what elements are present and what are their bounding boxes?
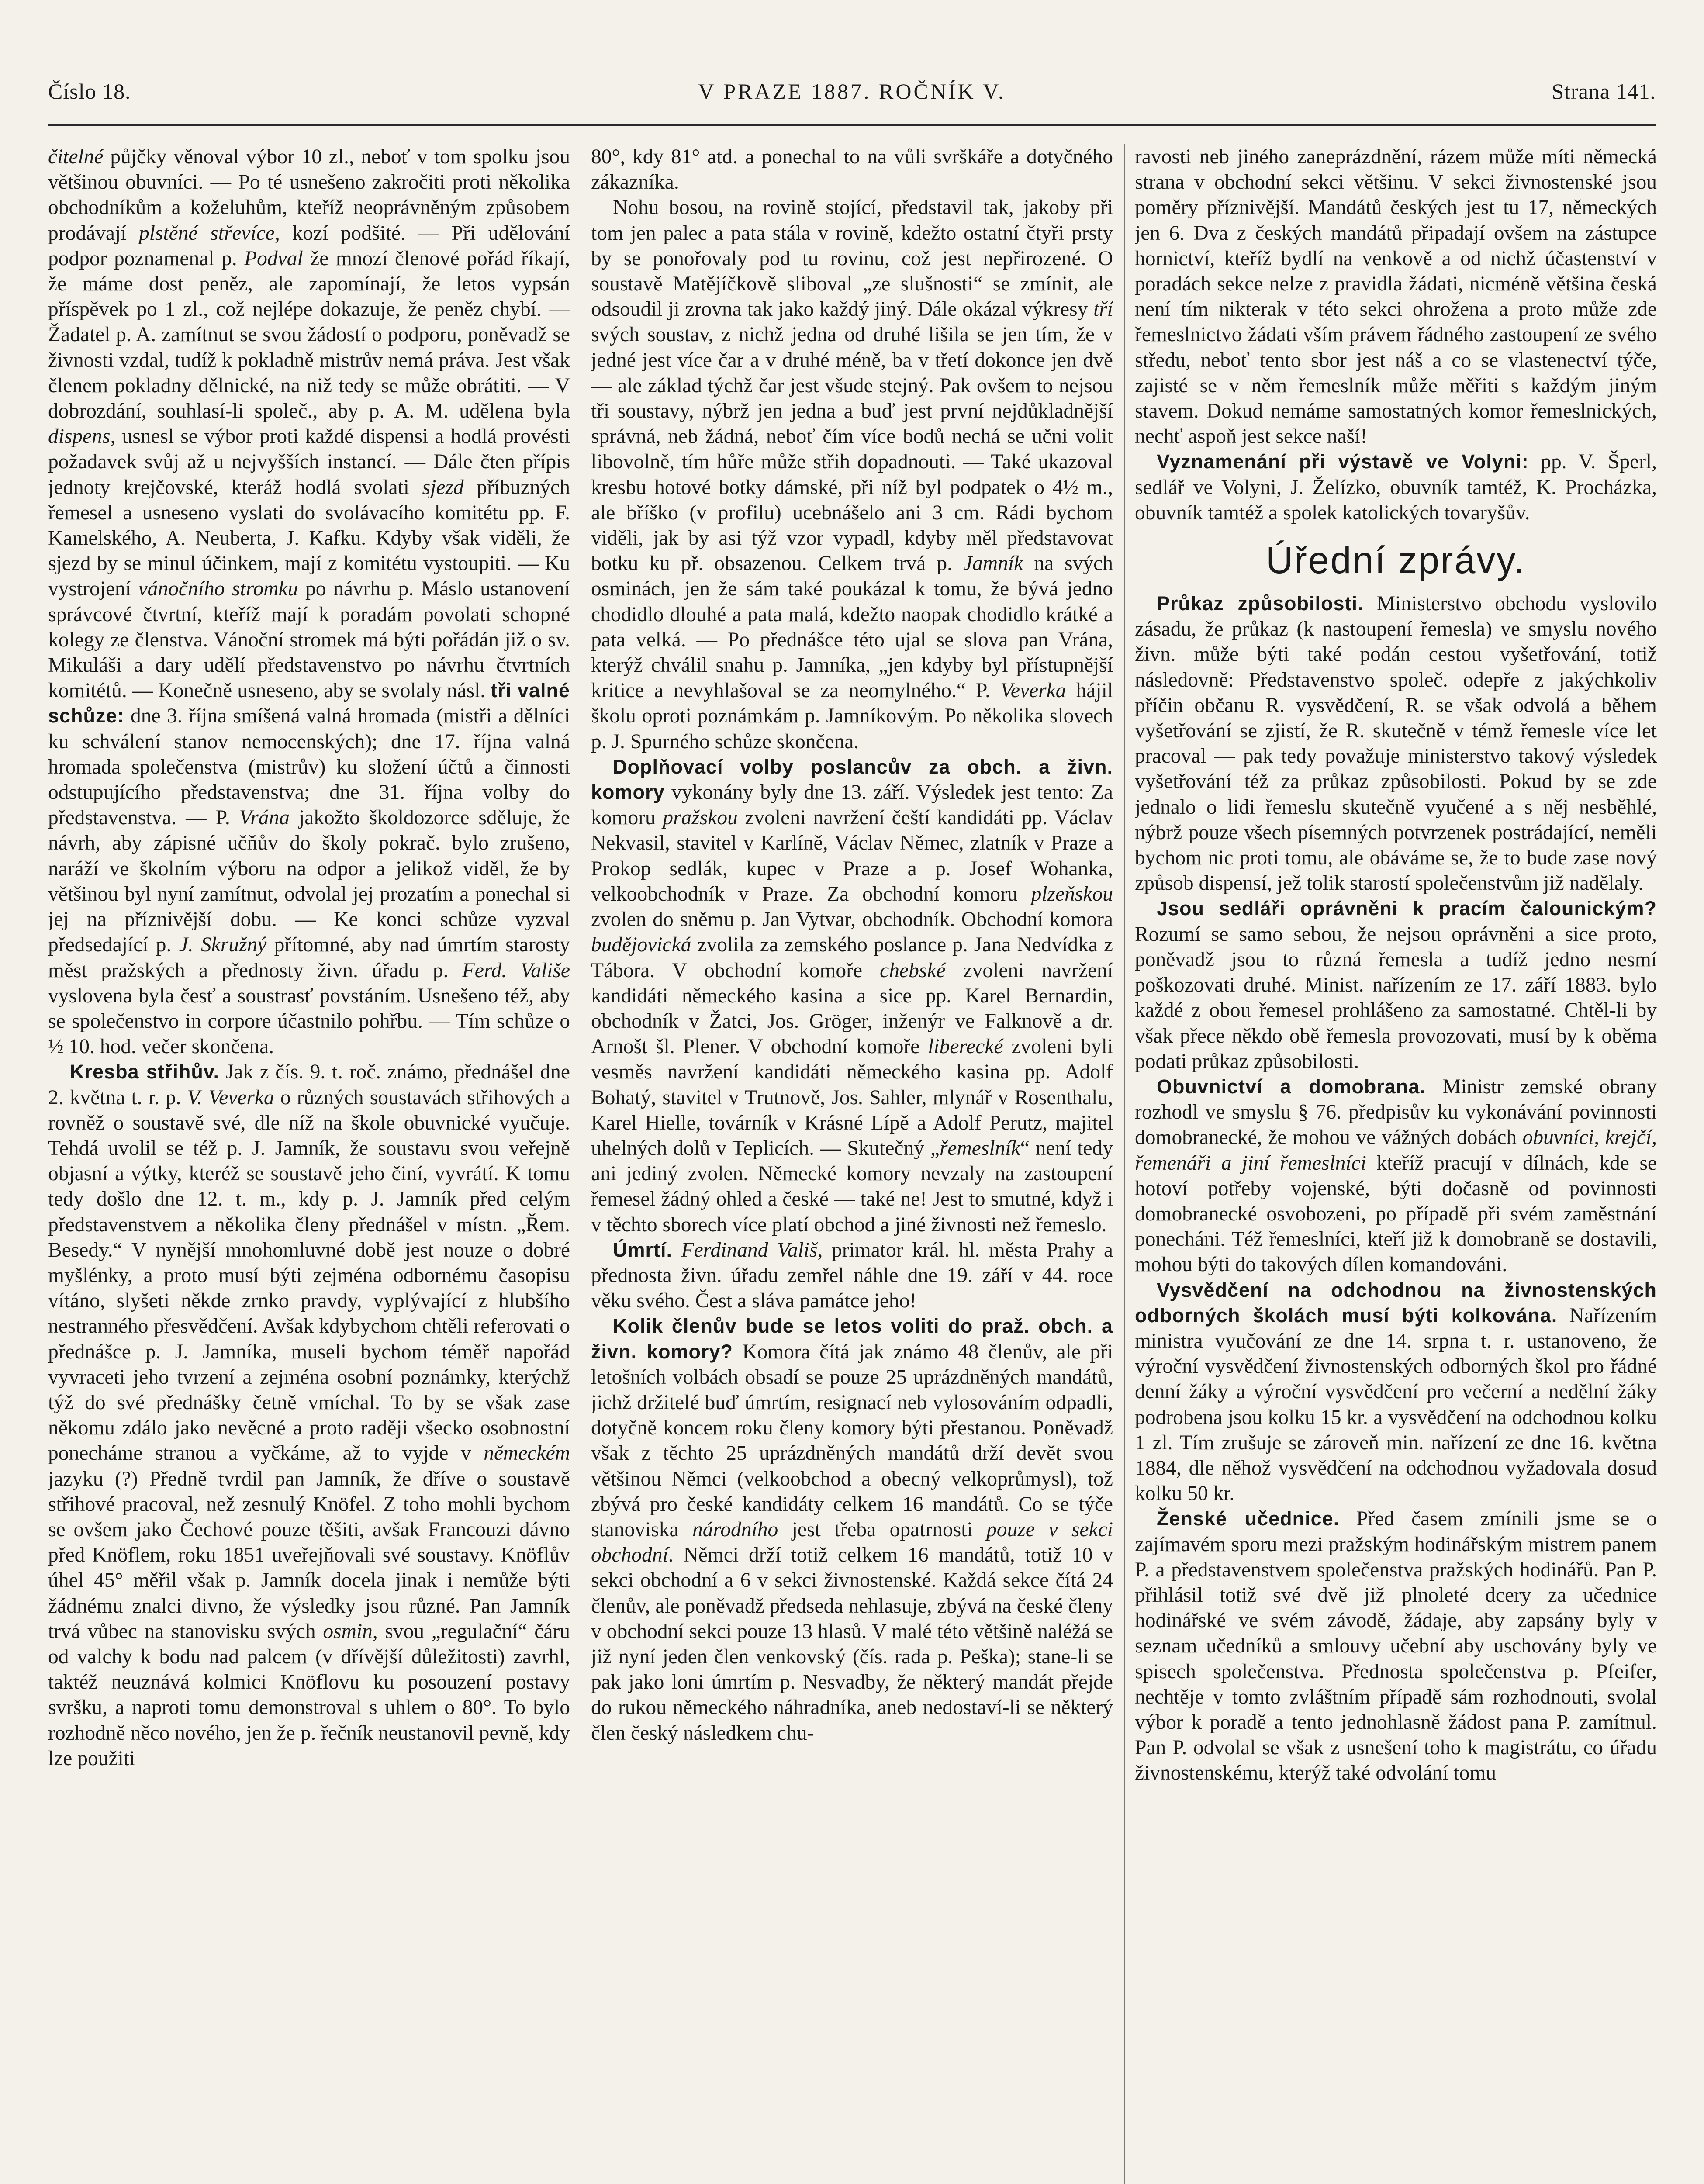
emphasis-text: plzeňskou bbox=[1031, 882, 1113, 905]
paragraph-heading: Kolik členův bude se letos voliti do praž. obch. a živn. komory? bbox=[591, 1315, 1113, 1363]
paragraph-heading: Kresba střihův. bbox=[70, 1061, 220, 1083]
paragraph-heading: Průkaz způsobilosti. bbox=[1157, 592, 1364, 615]
paragraph-heading: tři valné schůze: bbox=[48, 679, 570, 727]
article-prukaz-zpusobilosti: Průkaz způsobilosti. Ministerstvo obchodu vyslovilo zásadu, že průkaz (k nastoupení řemesla) ve smyslu nového živn. může býti také podán cestou vyšetřování, totiž následovně: Představenstvo společ. odepře z jakýchkoliv příčin občanu R. vysvědčení, R. se však odvolá a během vyšetřování se zjistí, že R. skutečně v témž řemesle více let pracoval — pak tedy považuje ministerstvo takový výsledek vyšetřování též za průkaz způsobilosti. Pokud by se zde jednalo o lidi řemeslu skutečně vyučené a s něj nesběhlé, nýbrž pouze všech písemných potvrzenek postrádající, neměli bychom nic proti tomu, ale obáváme se, že to bude zase nový způsob dispensí, jež tolik starostí společenstvům již nadělaly. bbox=[1135, 592, 1657, 895]
emphasis-text: Ferdinand Vališ bbox=[681, 1238, 818, 1261]
emphasis-text: tří bbox=[1093, 298, 1113, 321]
emphasis-text: V. Veverka bbox=[187, 1086, 274, 1109]
emphasis-text: osmin bbox=[323, 1620, 373, 1643]
page-header bbox=[48, 79, 1656, 114]
emphasis-text: čitelné bbox=[48, 145, 104, 168]
emphasis-text: J. Skružný bbox=[179, 933, 267, 957]
article-sedlari: Jsou sedláři oprávněni k pracím čalounickým? Rozumí se samo sebou, že nejsou oprávněni a sice proto, poněvadž jsou to různá řemesla a tudíž jedno nesmí poškozovati druhé. Minist. nařízením ze 17. září 1883. bylo každé z obou řemesel prohlášeno za samostatné. Chtěl-li by však přece někdo obě řemesla provozovati, musí by k oběma podati průkaz způsobilosti. bbox=[1135, 897, 1657, 1073]
article-paragraph: ravosti neb jiného zaneprázdnění, rázem může míti německá strana v obchodní sekci většinu. V sekci živnostenské jsou poměry příznivější. Mandátů českých jest tu 17, německých jen 6. Dva z českých mandátů připadají ovšem na zástupce hornictví, kteříž bydlí na venkově a od nichž účastenství v poradách sekce nelze z pravidla žádati, nicméně většina česká není tím nikterak v této sekci ohrožena a proto může zde řemeslnictvo žádati vším právem řádného zastoupení ze svého středu, neboť tento sbor jest náš a co se vlastenectví týče, zajisté se v něm řemeslník může měřiti s každým jiným stavem. Dokud nemáme samostatných komor řemeslnických, nechť aspoň jest sekce naší! bbox=[1135, 145, 1657, 448]
emphasis-text: sjezd bbox=[422, 476, 464, 499]
emphasis-text: řemeslník bbox=[939, 1137, 1020, 1160]
emphasis-text: obuvníci, krejčí, řemenáři a jiní řemeslníci bbox=[1135, 1126, 1657, 1175]
emphasis-text: německém bbox=[484, 1442, 570, 1465]
column-divider bbox=[1124, 144, 1125, 2184]
paragraph-heading: Doplňovací volby poslancův za obch. a živn. komory bbox=[591, 755, 1113, 804]
article-vysvedceni: Vysvědčení na odchodnou na živnostenských odborných školách musí býti kolkována. Nařízením ministra vyučování ze dne 14. srpna t. r. ustanoveno, že výroční vysvědčení živnostenských odborných škol pro řádné denní žáky a výroční vysvědčení pro večerní a nedělní žáky podrobena jsou kolku 15 kr. a vysvědčení na odchodnou kolku 1 zl. Tím zrušuje se zároveň min. nařízení ze dne 16. května 1884, dle něhož vysvědčení na odchodnou vyžadovala dosud kolku 50 kr. bbox=[1135, 1279, 1657, 1505]
article-vyznamenani: Vyznamenání při výstavě ve Volyni: pp. V. Šperl, sedlář ve Volyni, J. Želízko, obuvník tamtéž, K. Procházka, obuvník tamtéž a spolek katolických tovaryšův. bbox=[1135, 450, 1657, 524]
emphasis-text: budějovická bbox=[591, 933, 691, 957]
emphasis-text: Veverka bbox=[1000, 679, 1066, 702]
header-rule bbox=[48, 124, 1656, 129]
article-umrti: Úmrtí. Ferdinand Vališ, primator král. hl. města Prahy a přednosta živn. úřadu zemřel náhle dne 19. září v 44. roce věku svého. Čest a sláva památce jeho! bbox=[591, 1238, 1113, 1313]
emphasis-text: pouze v sekci obchodní bbox=[591, 1518, 1113, 1567]
paragraph-heading: Vyznamenání při výstavě ve Volyni: bbox=[1157, 450, 1529, 473]
emphasis-text: pražskou bbox=[663, 806, 738, 829]
page-number: Strana 141. bbox=[1552, 79, 1656, 104]
article-kresba-strihuv: Kresba střihův. Jak z čís. 9. t. roč. známo, přednášel dne 2. května t. r. p. V. Veverka o různých soustavách střihových a rovněž o soustavě své, dle níž na škole obuvnické vyučuje. Tehdá uvolil se též p. J. Jamník, že soustavu svou veřejně objasní a výtky, kteréž se soustavě jeho činí, vyvrátí. K tomu tedy došlo dne 12. t. m., kdy p. J. Jamník před celým představenstvem a několika členy přednášel v místn. „Řem. Besedy.“ V nynější mnohomluvné době jest nouze o dobré myšlénky, a proto musí býti zejména odbornému časopisu vítáno, slyšeti někde zrnko pravdy, vyplývající z hlubšího nestranného přesvědčení. Avšak kdybychom chtěli referovati o přednášce p. J. Jamníka, museli bychom téměř napořád vyvraceti jeho tvrzení a zejména osobní poznámky, kterýchž týž do své přednášky četně vmíchal. To by se však zase někomu zdálo jako nevěcné a proto raději všecko osobnostní ponecháme stranou a vyčkáme, až to vyjde v německém jazyku (?) Předně tvrdil pan Jamník, že dříve o soustavě střihové pracoval, než zesnulý Knöfel. Z toho mohli bychom se ovšem jako Čechové pouze těšiti, avšak Francouzi dávno před Knöflem, roku 1851 uveřejňovali své soustavy. Knöflův úhel 45° měřil však p. Jamník docela jinak i nemůže býti žádnému znalci divno, že výsledky jsou různé. Pan Jamník trvá vůbec na stanovisku svých osmin, svou „regulační“ čáru od valchy k bodu nad palcem (v dřívější důležitosti) zavrhl, taktéž neuznává kolmici Knöflovu ku posouzení postavy svršku, a naproti tomu demonstroval s uhlem o 80°. To bylo rozhodně něco nového, jen že p. řečník neustanovil pevně, kdy lze použiti bbox=[48, 1061, 570, 1770]
article-paragraph: čitelné půjčky věnoval výbor 10 zl., neboť v tom spolku jsou většinou obuvníci. — Po té usnešeno zakročiti proti několika obchodníkům a koželuhům, kteříž neoprávněným způsobem prodávají plstěné střevíce, kozí podšité. — Při udělování podpor poznamenal p. Podval že mnozí členové pořád říkají, že máme dost peněz, ale zapomínají, že letos vypsán příspěvek po 1 zl., což nejlépe dokazuje, že peněz chybí. — Žadatel p. A. zamítnut se svou žádostí o podporu, poněvadž se živnosti vzdal, tudíž k pokladně mistrův nemá práva. Jest však členem pokladny dělnické, na niž tedy se může obrátiti. — V dobrozdání, souhlasí-li společ., aby p. A. M. udělena byla dispens, usnesl se výbor proti každé dispensi a hodlá provésti požadavek svůj až u nejvyšších instancí. — Dále čten přípis jednoty krejčovské, kteráž hodlá svolati sjezd příbuzných řemesel a usneseno vyslati do svolávacího komitétu pp. F. Kamelského, A. Neuberta, J. Kafku. Kdyby však viděli, že sjezd by se minul účinkem, mají z komitétu vystoupiti. — Ku vystrojení vánočního stromku po návrhu p. Máslo ustanovení správcové čtvrtní, kteříž mají k poradám povolati schopné kolegy ze členstva. Vánoční stromek má býti pořádán již o sv. Mikuláši a dary udělí představenstvo po návrhu čtvrtních komitétů. — Konečně usneseno, aby se svolaly násl. tři valné schůze: dne 3. října smíšená valná hromada (mistři a dělníci ku schválení stanov nemocenských); dne 17. října valná hromada společenstva (mistrův) ku složení účtů a činnosti odstupujícího představenstva; dne 31. října volby do představenstva. — P. Vrána jakožto školdozorce sděluje, že návrh, aby zápisné učňův do školy pokrač. bylo zrušeno, naráží ve školním výboru na odpor a jelikož viděl, že by většinou byl nyní zamítnut, odvolal jej prozatím a ponechal si jej na příznivější dobu. — Ke konci schůze vyzval předsedající p. J. Skružný přítomné, aby nad úmrtím starosty měst pražských a přednosty živn. úřadu p. Ferd. Vališe vyslovena byla česť a soustrasť povstáním. Usnešeno též, aby se společenstvo in corpore účastnilo pohřbu. — Tím schůze o ½ 10. hod. večer skončena. bbox=[48, 145, 570, 1058]
emphasis-text: liberecké bbox=[928, 1035, 1003, 1058]
article-kolik-clenuv: Kolik členův bude se letos voliti do praž. obch. a živn. komory? Komora čítá jak známo 48 členův, ale při letošních volbách obsadí se pouze 25 uprázdněných mandátů, jichž držitelé buď úmrtím, resignací neb vylosováním odpadli, dotyčně koncem roku členy komory býti přestanou. Poněvadž však z těchto 25 uprázdněných mandátů drží devět svou většinou Němci (velkoobchod a obecný velkoprůmysl), tož zbývá pro české kandidáty celkem 16 mandátů. Co se týče stanoviska národního jest třeba opatrnosti pouze v sekci obchodní. Němci drží totiž celkem 16 mandátů, totiž 10 v sekci obchodní a 6 v sekci živnostenské. Každá sekce čítá 24 členův, ale poněvadž předseda nehlasuje, zbývá na české členy v obchodní sekci pouze 13 hlasů. V malé této většině naléžá se již nyní jeden člen venkovský (čís. rada p. Peška); stane-li se pak jako loni úmrtím p. Nesvadby, že některý mandát přejde do rukou německého náhradníka, aneb nedostaví-li se některý člen český následkem chu- bbox=[591, 1315, 1113, 1745]
article-obuvnictvi-domobrana: Obuvnictví a domobrana. Ministr zemské obrany rozhodl ve smyslu § 76. předpisův ku vykonávání povinnosti domobranecké, že mohou ve vážných dobách obuvníci, krejčí, řemenáři a jiní řemeslníci kteříž pracují v dílnách, kde se hotoví potřeby vojenské, býti dočasně od povinnosti domobranecké osvobozeni, po případě při svém zaměstnání ponecháni. Též řemeslníci, kteří již k domobraně se dostavili, mohou býti do takových dílen komandováni. bbox=[1135, 1075, 1657, 1276]
paragraph-heading: Vysvědčení na odchodnou na živnostenských odborných školách musí býti kolkována. bbox=[1135, 1279, 1657, 1327]
article-doplnovaci-volby: Doplňovací volby poslancův za obch. a živn. komory vykonány byly dne 13. září. Výsledek jest tento: Za komoru pražskou zvoleni navržení čeští kandidáti pp. Václav Nekvasil, stavitel v Karlíně, Václav Němec, zlatník v Praze a Prokop sedlák, kupec v Praze a p. Josef Wohanka, velkoobchodník v Praze. Za obchodní komoru plzeňskou zvolen do sněmu p. Jan Vytvar, obchodník. Obchodní komora budějovická zvolila za zemského poslance p. Jana Nedvídka z Tábora. V obchodní komoře chebské zvoleni navržení kandidáti německého kasina a sice pp. Karel Bernardin, obchodník v Žatci, Jos. Gröger, inženýr ve Falknově a dr. Arnošt šl. Plener. V obchodní komoře liberecké zvoleni byli vesměs navržení kandidáti německého kasina pp. Adolf Bohatý, stavitel v Trutnově, Jos. Sahler, mlynář v Rosenthalu, Karel Hielle, továrník v Krásné Lípě a Adolf Perutz, majitel uhelných dolů v Teplicích. — Skutečný „řemeslník“ není tedy ani jediný zvolen. Německé komory nevzaly na zastoupení řemesel žádný ohled a české — také ne! Jest to smutné, když i v těchto sborech více platí obchod a jiné živnosti než řemeslo. bbox=[591, 755, 1113, 1236]
column-1 bbox=[48, 144, 570, 2184]
article-zenske-ucednice: Ženské učednice. Před časem zmínili jsme se o zajímavém sporu mezi pražským hodinářským mistrem panem P. a představenstvem společenstva pražských hodinářů. Pan P. přihlásil totiž své dvě již plnoleté dcery za učednice hodinářské ve svém závodě, žádaje, aby zapsány byly v seznam učedníků a smlouvy učební aby uschovány byly ve spisech společenstva. Přednosta společenstva p. Pfeifer, nechtěje v tomto zvláštním případě sám rozhodnouti, svolal výbor k poradě a tento jednohlasně žádost pana P. zamítnul. Pan P. odvolal se však z usnešení toho k magistrátu, co úřadu živnostenskému, kterýž také odvolání tomu bbox=[1135, 1507, 1657, 1785]
paragraph-heading: Obuvnictví a domobrana. bbox=[1157, 1075, 1426, 1098]
emphasis-text: Vrána bbox=[239, 806, 290, 829]
article-paragraph: Nohu bosou, na rovině stojící, představil tak, jakoby při tom jen palec a pata stála v rovině, kdežto ostatní čtyři prsty by se ponořovaly pod tu rovinu, což jest nepřirozené. O soustavě Matějíčkově sliboval „ze slušnosti“ se zmínit, ale odsoudil ji zrovna tak jako každý jiný. Dále okázal výkresy tří svých soustav, z nichž jedna od druhé lišila se jen tím, že v jedné jest více čar a v druhé méně, ba v třetí dokonce jen dvě — ale základ týchž čar jest všude stejný. Pak ovšem to nejsou tři soustavy, nýbrž jen jedna a buď jest první nejdůkladnější správná, neb žádná, neboť čím více bodů nechá se učni volit libovolně, tím hůře může střih dopadnouti. — Také ukazoval kresbu hotové botky dámské, při níž byl podpatek o 4½ m., ale bříško (v profilu) ucebnášelo ani 3 cm. Rádi bychom viděli, jak by asi týž vzor vypadl, kdyby měl představovat botku ku př. obsazenou. Celkem trvá p. Jamník na svých osminách, jen že sám také poukázal k tomu, že bývá jedno chodidlo dlouhé a pata malá, kdežto naopak chodidlo krátké a pata velká. — Po přednášce této ujal se slova pan Vrána, kterýž chválil snahu p. Jamníka, „jen kdyby byl přístupnější kritice a nevyhlašoval se za neomylného.“ P. Veverka hájil školu oproti poznámkám p. Jamníkovým. Po několika slovech p. J. Spurného schůze skončena. bbox=[591, 196, 1113, 753]
section-title: Úřední zprávy. bbox=[1266, 539, 1526, 582]
emphasis-text: vánočního stromku bbox=[138, 577, 298, 601]
emphasis-text: Podval bbox=[244, 247, 303, 270]
paragraph-heading: Ženské učednice. bbox=[1157, 1507, 1340, 1530]
paragraph-heading: Úmrtí. bbox=[613, 1238, 673, 1261]
emphasis-text: Ferd. Vališe bbox=[462, 959, 570, 982]
emphasis-text: chebské bbox=[880, 959, 946, 982]
issue-number: Číslo 18. bbox=[48, 79, 131, 104]
emphasis-text: národního bbox=[692, 1518, 778, 1541]
emphasis-text: dispens bbox=[48, 425, 111, 448]
column-3 bbox=[1135, 144, 1657, 2184]
column-2 bbox=[591, 144, 1113, 2184]
article-paragraph: 80°, kdy 81° atd. a ponechal to na vůli svrškáře a dotyčného zákazníka. bbox=[591, 145, 1113, 194]
paragraph-heading: Jsou sedláři oprávněni k pracím čalounickým? bbox=[1157, 897, 1657, 920]
place-and-year: V PRAZE 1887. ROČNÍK V. bbox=[698, 79, 1006, 104]
emphasis-text: plstěné střevíce bbox=[139, 221, 275, 245]
emphasis-text: Jamník bbox=[963, 552, 1023, 575]
